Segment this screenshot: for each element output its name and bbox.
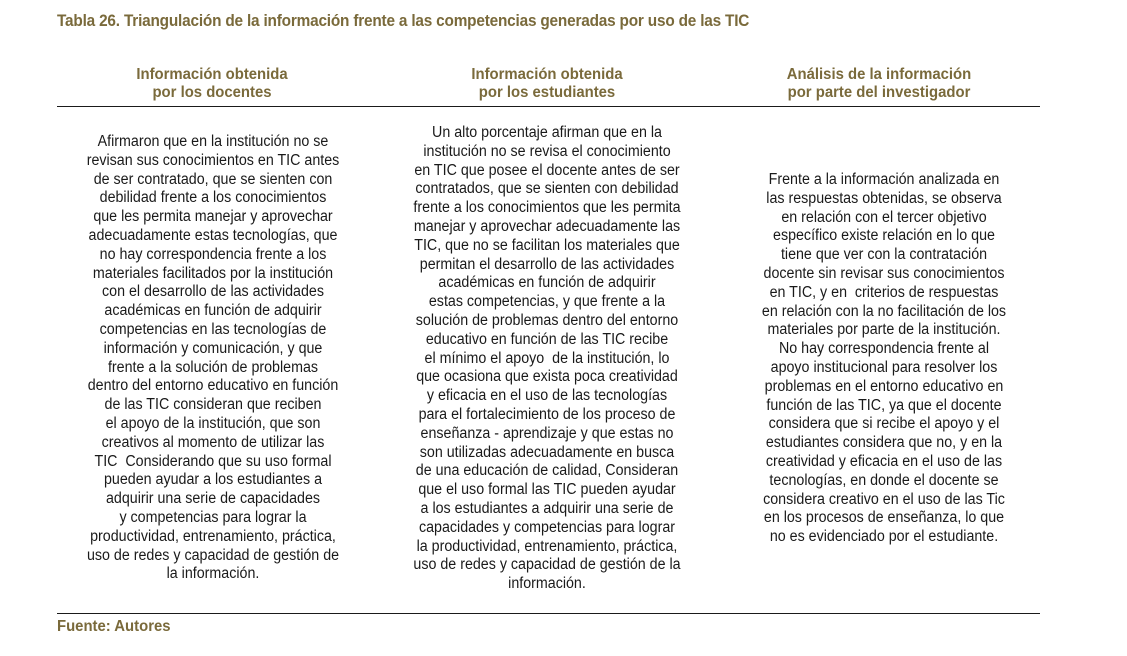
- column-header-line: por los estudiantes: [478, 84, 616, 101]
- cell-text-line: en relación con la no facilitación de los: [761, 302, 1007, 320]
- cell-text-line: específico existe relación en lo que: [773, 227, 995, 245]
- table-source: Fuente: Autores: [57, 618, 171, 635]
- cell-text-line: manejar y aprovechar adecuadamente las: [413, 217, 681, 235]
- cell-text-line: materiales facilitados por la institución: [92, 264, 334, 282]
- bottom-rule: [57, 613, 1040, 614]
- column-header-line: Información obtenida: [136, 66, 288, 83]
- cell-text-line: en TIC que posee el docente antes de ser: [414, 161, 680, 179]
- cell-text-line: No hay correspondencia frente al: [778, 340, 990, 358]
- cell-text-line: las respuestas obtenidas, se observa: [766, 189, 1002, 207]
- column-header-line: Información obtenida: [471, 66, 623, 83]
- cell-text-line: no hay correspondencia frente a los: [99, 245, 327, 263]
- cell-text-line: información y comunicación, y que: [103, 339, 323, 357]
- cell-text-line: contratados, que se sienten con debilidad: [415, 180, 679, 198]
- cell-text-line: adecuadamente estas tecnologías, que: [88, 226, 338, 244]
- column-header-docentes: [86, 66, 337, 102]
- cell-text-line: no es evidenciado por el estudiante.: [769, 528, 999, 546]
- table-caption: Tabla 26. Triangulación de la información frente a las competencias generadas por uso de las TIC: [57, 12, 750, 30]
- cell-text-line: uso de redes y capacidad de gestión de: [86, 546, 340, 564]
- cell-text-line: considera que si recibe el apoyo y el: [768, 415, 1000, 433]
- cell-text-line: que les permita manejar y aprovechar: [93, 208, 333, 226]
- column-header-investigador: [749, 66, 1009, 102]
- cell-text-line: información.: [508, 575, 586, 593]
- cell-text-line: académicas en función de adquirir: [104, 302, 322, 320]
- cell-text-line: que el uso formal las TIC pueden ayudar: [418, 481, 676, 499]
- cell-text-line: TIC, que no se facilitan los materiales que: [414, 236, 680, 254]
- cell-text-line: la productividad, entrenamiento, práctica,: [416, 537, 678, 555]
- cell-text-line: a los estudiantes a adquirir una serie de: [420, 499, 674, 517]
- cell-text-line: Afirmaron que en la institución no se: [97, 133, 329, 150]
- cell-text-line: para el fortalecimiento de los proceso de: [418, 405, 676, 423]
- cell-text-line: debilidad frente a los conocimientos: [99, 189, 327, 207]
- cell-text-line: la información.: [166, 565, 260, 583]
- cell-text-line: frente a la solución de problemas: [107, 358, 319, 376]
- cell-text-line: permitan el desarrollo de las actividades: [419, 255, 675, 273]
- cell-text-line: Un alto porcentaje afirman que en la: [432, 124, 662, 141]
- cell-text-line: apoyo institucional para resolver los: [770, 358, 998, 376]
- cell-docentes: [68, 133, 359, 584]
- column-header-line: por los docentes: [152, 84, 272, 101]
- cell-text-line: estas competencias, y que frente a la: [428, 293, 666, 311]
- cell-text-line: educativo en función de las TIC recibe: [425, 330, 669, 348]
- column-header-line: por parte del investigador: [787, 84, 971, 101]
- cell-text-line: enseñanza - aprendizaje y que estas no: [420, 424, 674, 442]
- column-header-estudiantes: [421, 66, 672, 102]
- cell-text-line: revisan sus conocimientos en TIC antes: [86, 151, 340, 169]
- cell-text-line: tiene que ver con la contratación: [780, 246, 988, 264]
- cell-estudiantes: [395, 124, 699, 594]
- cell-text-line: de las TIC consideran que reciben: [104, 396, 322, 414]
- header-rule: [57, 106, 1040, 107]
- cell-text-line: capacidades y competencias para lograr: [418, 518, 676, 536]
- cell-text-line: y competencias para lograr la: [119, 508, 307, 526]
- cell-investigador: [737, 171, 1031, 547]
- cell-text-line: tecnologías, en donde el docente se: [769, 471, 999, 489]
- cell-text-line: de ser contratado, que se sienten con: [93, 170, 333, 188]
- cell-text-line: dentro del entorno educativo en función: [87, 377, 339, 395]
- cell-text-line: académicas en función de adquirir: [438, 274, 656, 292]
- cell-text-line: función de las TIC, ya que el docente: [766, 396, 1002, 414]
- cell-text-line: creativos al momento de utilizar las: [101, 433, 325, 451]
- cell-text-line: frente a los conocimientos que les permita: [413, 199, 681, 217]
- cell-text-line: creatividad y eficacia en el uso de las: [765, 452, 1003, 470]
- cell-text-line: son utilizadas adecuadamente en busca: [419, 443, 675, 461]
- cell-text-line: estudiantes considera que no, y en la: [765, 434, 1003, 452]
- cell-text-line: el apoyo de la institución, que son: [105, 414, 321, 432]
- cell-text-line: en relación con el tercer objetivo: [781, 208, 987, 226]
- cell-text-line: productividad, entrenamiento, práctica,: [90, 527, 336, 545]
- cell-text-line: problemas en el entorno educativo en: [764, 377, 1004, 395]
- cell-text-line: de una educación de calidad, Consideran: [415, 462, 679, 480]
- cell-text-line: el mínimo el apoyo de la institución, lo: [424, 349, 670, 367]
- cell-text-line: que ocasiona que exista poca creatividad: [416, 368, 678, 386]
- cell-text-line: solución de problemas dentro del entorno: [415, 311, 679, 329]
- cell-text-line: con el desarrollo de las actividades: [102, 283, 324, 301]
- cell-text-line: pueden ayudar a los estudiantes a: [103, 471, 323, 489]
- cell-text-line: competencias en las tecnologías de: [99, 320, 327, 338]
- cell-text-line: en TIC, y en criterios de respuestas: [769, 283, 999, 301]
- cell-text-line: TIC Considerando que su uso formal: [94, 452, 332, 470]
- cell-text-line: materiales por parte de la institución.: [767, 321, 1001, 339]
- cell-text-line: uso de redes y capacidad de gestión de la: [413, 556, 681, 574]
- column-header-line: Análisis de la información: [786, 66, 972, 83]
- cell-text-line: en los procesos de enseñanza, lo que: [763, 509, 1005, 527]
- cell-text-line: docente sin revisar sus conocimientos: [763, 264, 1005, 282]
- cell-text-line: institución no se revisa el conocimiento: [423, 142, 671, 160]
- cell-text-line: adquirir una serie de capacidades: [105, 490, 321, 508]
- cell-text-line: y eficacia en el uso de las tecnologías: [426, 387, 668, 405]
- cell-text-line: Frente a la información analizada en: [768, 171, 1000, 188]
- cell-text-line: considera creativo en el uso de las Tic: [763, 490, 1005, 508]
